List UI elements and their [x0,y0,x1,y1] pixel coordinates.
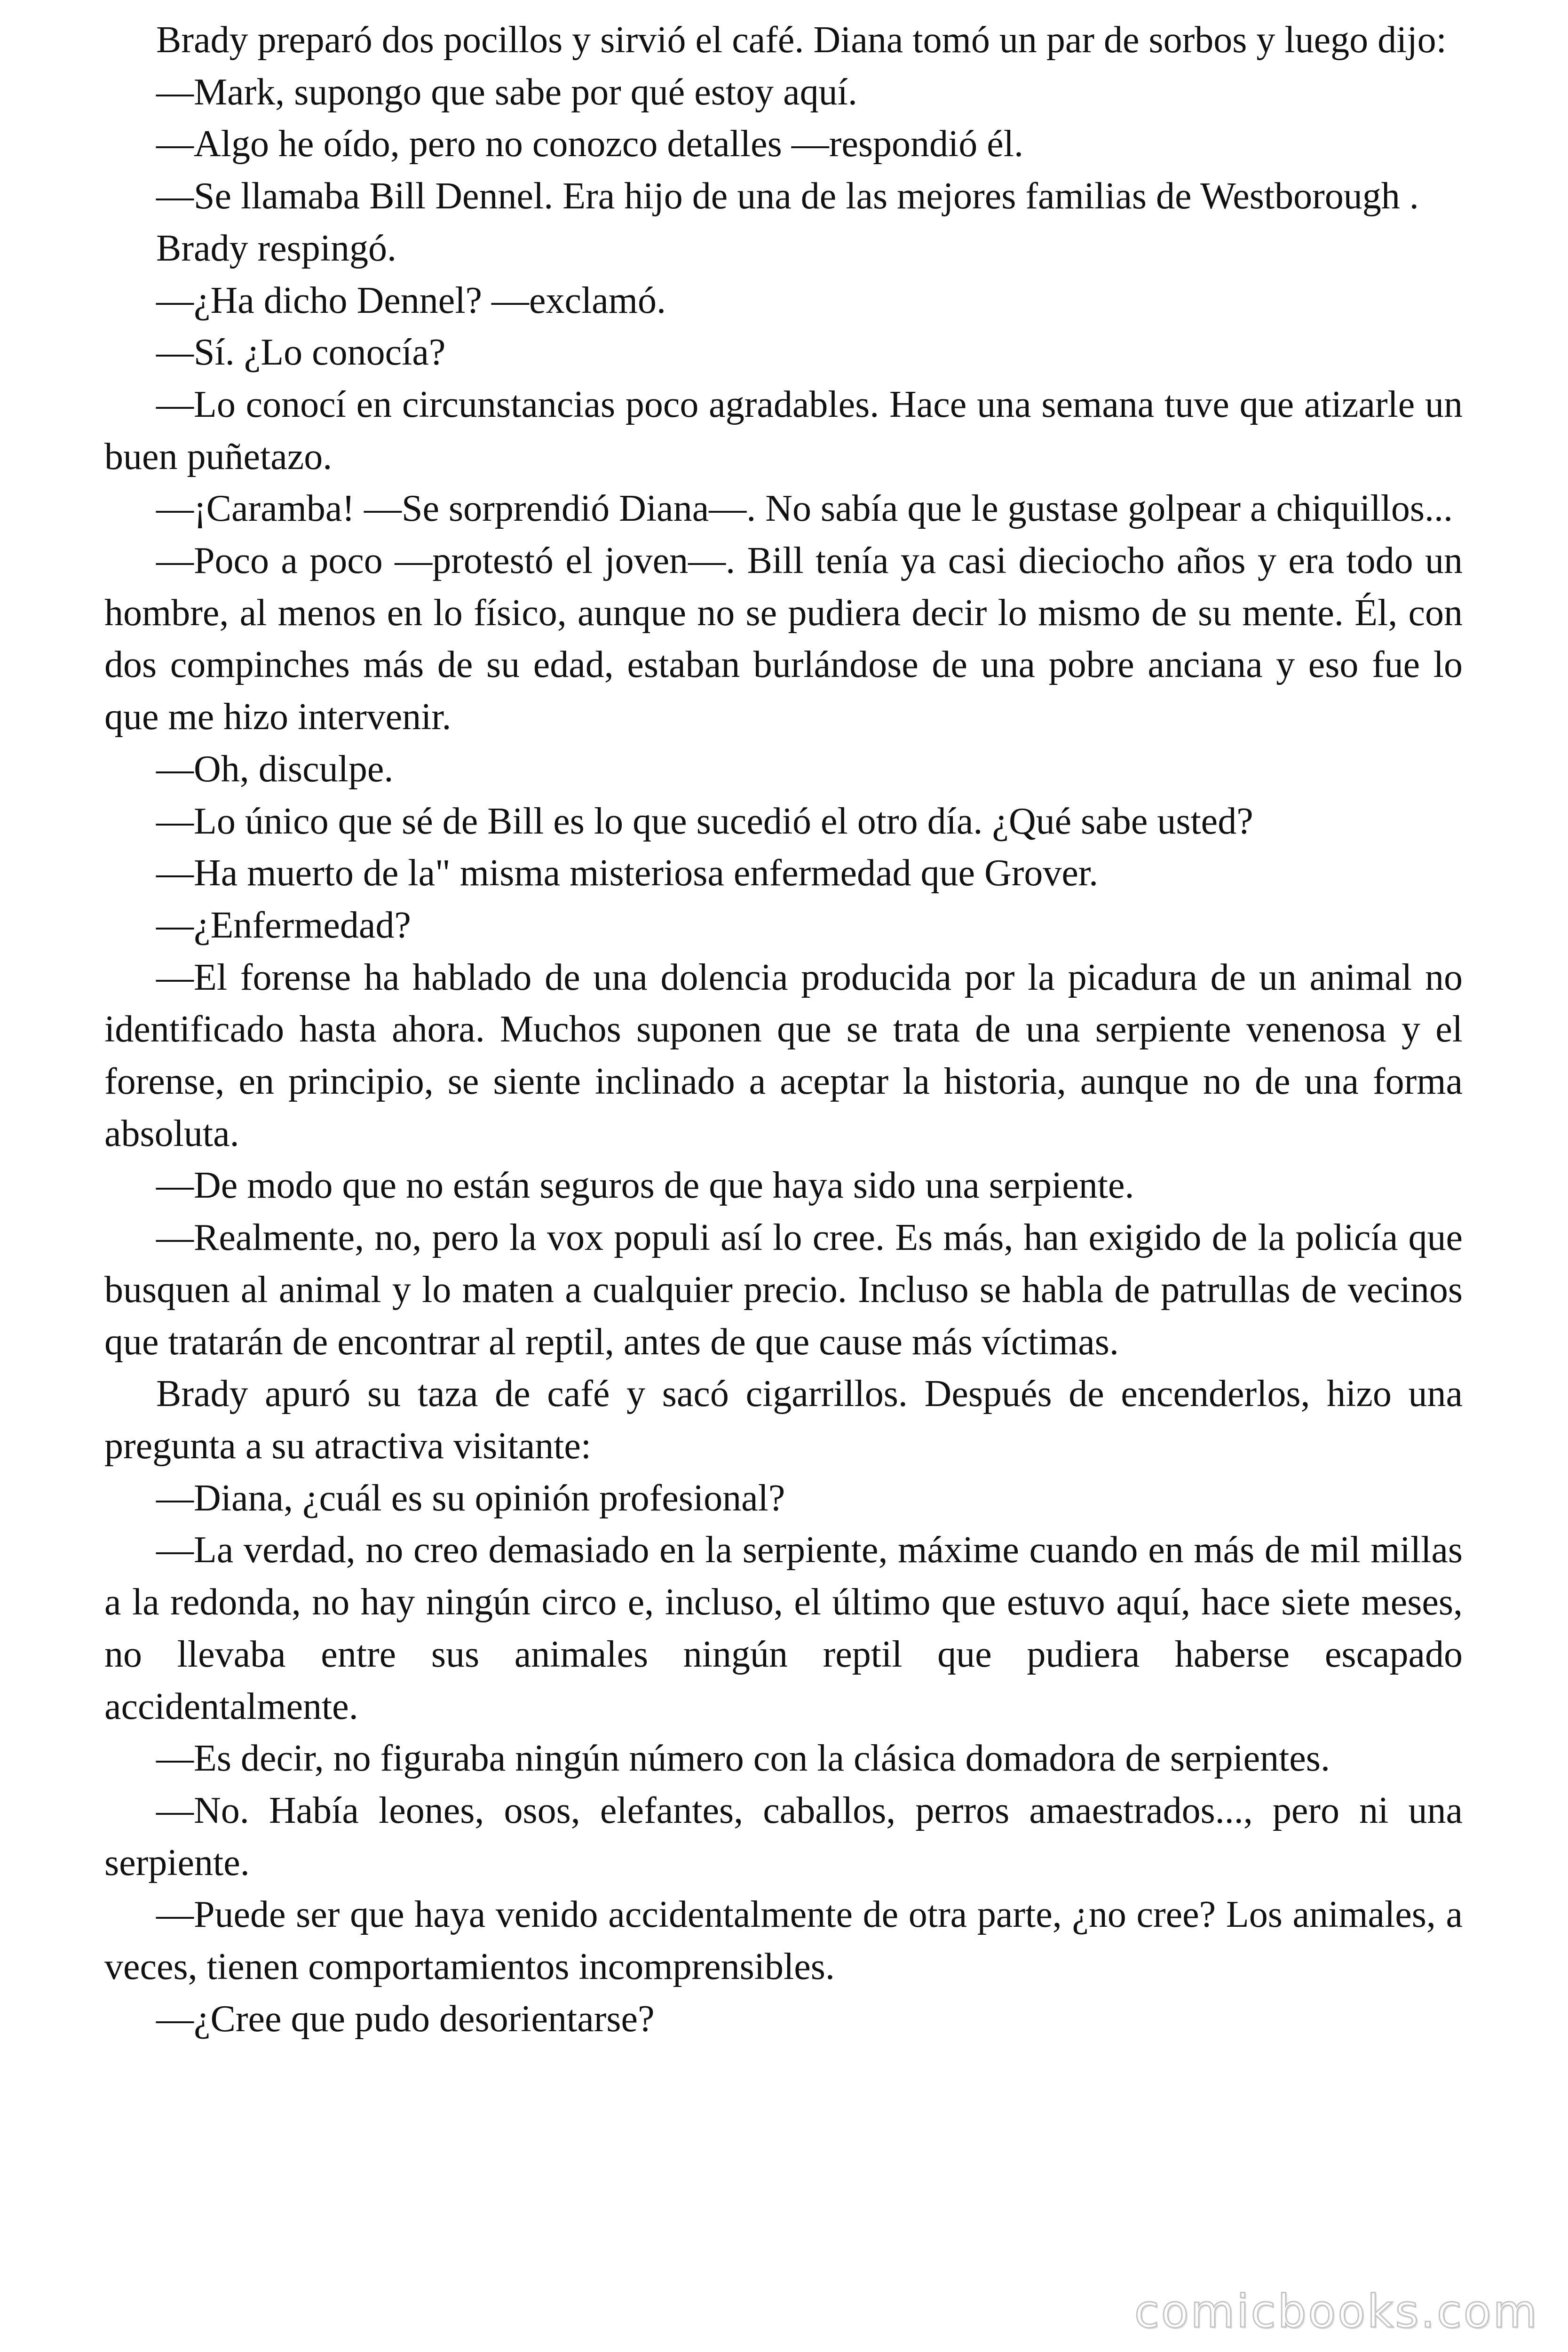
paragraph: Brady respingó. [156,227,397,269]
paragraph: Brady apuró su taza de café y sacó cigarrillos. Después de encenderlos, hizo una pregunta a su atractiva visitante: [104,1373,1463,1467]
paragraph: —La verdad, no creo demasiado en la serpiente, máxime cuando en más de mil millas a la redonda, no hay ningún circo e, incluso, el último que estuvo aquí, hace siete meses, no llevaba entre sus animales ningún reptil que pudiera haberse escapado accidentalmente. [104,1529,1463,1727]
watermark: comicbooks.com [1134,2285,1539,2338]
paragraph: —Oh, disculpe. [156,748,394,790]
paragraph: —Puede ser que haya venido accidentalmente de otra parte, ¿no cree? Los animales, a veces, tienen comportamientos incomprensibles. [104,1894,1463,1988]
paragraph: —Lo único que sé de Bill es lo que sucedió el otro día. ¿Qué sabe usted? [156,800,1253,842]
paragraph: Brady preparó dos pocillos y sirvió el café. Diana tomó un par de sorbos y luego dijo: [156,19,1447,61]
paragraph: —Es decir, no figuraba ningún número con la clásica domadora de serpientes. [156,1738,1330,1780]
paragraph: —Realmente, no, pero la vox populi así lo cree. Es más, han exigido de la policía que busquen al animal y lo maten a cualquier precio. Incluso se habla de patrullas de vecinos que tratarán de encontrar al reptil, antes de que cause más víctimas. [104,1217,1463,1363]
paragraph: —¿Cree que pudo desorientarse? [156,1998,655,2040]
paragraph: —Se llamaba Bill Dennel. Era hijo de una de las mejores familias de Westborough . [156,175,1419,217]
paragraph: —Diana, ¿cuál es su opinión profesional? [156,1477,785,1519]
paragraph: —Mark, supongo que sabe por qué estoy aquí. [156,71,857,113]
paragraph: —Poco a poco —protestó el joven—. Bill tenía ya casi dieciocho años y era todo un hombre, al menos en lo físico, aunque no se pudiera decir lo mismo de su mente. Él, con dos compinches más de su edad, estaban burlándose de una pobre anciana y eso fue lo que me hizo intervenir. [104,540,1463,738]
paragraph: —De modo que no están seguros de que haya sido una serpiente. [156,1165,1134,1207]
paragraph: —El forense ha hablado de una dolencia producida por la picadura de un animal no identificado hasta ahora. Muchos suponen que se trata de una serpiente venenosa y el forense, en principio, se siente inclinado a aceptar la historia, aunque no de una forma absoluta. [104,956,1463,1154]
body-text [104,14,1463,2045]
paragraph: —No. Había leones, osos, elefantes, caballos, perros amaestrados..., pero ni una serpiente. [104,1789,1463,1883]
paragraph: —¡Caramba! —Se sorprendió Diana—. No sabía que le gustase golpear a chiquillos... [156,488,1453,530]
paragraph: —Lo conocí en circunstancias poco agradables. Hace una semana tuve que atizarle un buen puñetazo. [104,383,1463,477]
paragraph: —¿Enfermedad? [156,904,411,946]
paragraph: —Algo he oído, pero no conozco detalles —respondió él. [156,123,1023,165]
paragraph: —Sí. ¿Lo conocía? [156,332,446,373]
paragraph: —¿Ha dicho Dennel? —exclamó. [156,279,666,321]
paragraph: —Ha muerto de la" misma misteriosa enfermedad que Grover. [156,852,1099,894]
